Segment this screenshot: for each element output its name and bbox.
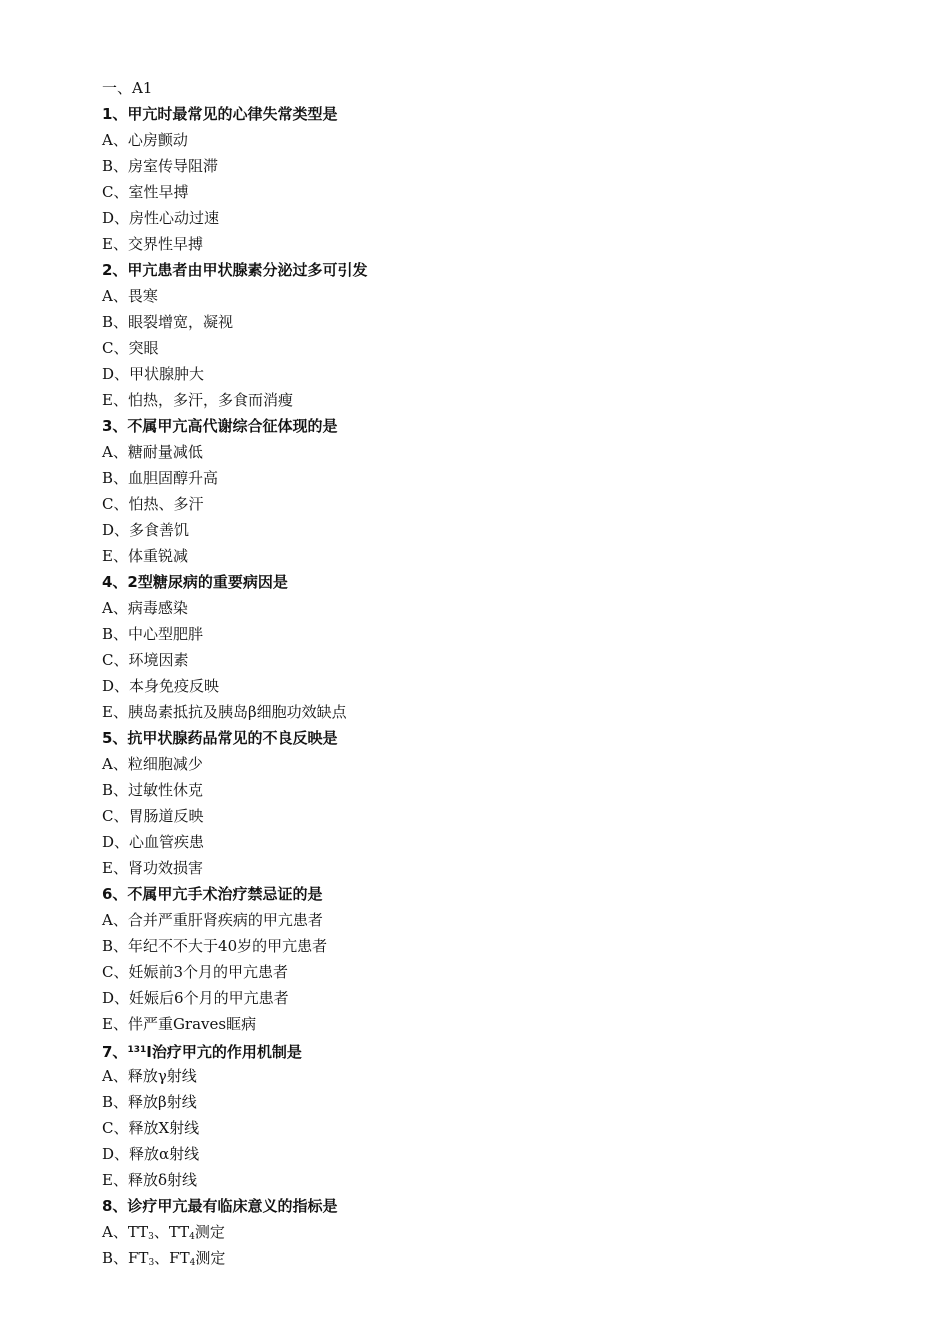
option-text: A、TT xyxy=(102,1223,149,1241)
question-1-option-e: E、交界性早搏 xyxy=(102,235,203,253)
question-2-option-c: C、突眼 xyxy=(102,339,159,357)
question-4-option-c: C、环境因素 xyxy=(102,651,189,669)
option-text: 测定 xyxy=(195,1249,226,1267)
question-8-title: 8、诊疗甲亢最有临床意义的指标是 xyxy=(102,1197,338,1215)
question-5-option-d: D、心血管疾患 xyxy=(102,833,205,851)
question-7-option-e: E、释放δ射线 xyxy=(102,1171,197,1189)
subscript: 4 xyxy=(189,1258,196,1268)
question-5-option-b: B、过敏性休克 xyxy=(102,781,204,799)
question-7-number: 7、 xyxy=(102,1043,128,1061)
question-4-option-e: E、胰岛素抵抗及胰岛β细胞功效缺点 xyxy=(102,703,347,721)
question-3-option-e: E、体重锐减 xyxy=(102,547,188,565)
question-2-option-e: E、怕热，多汗，多食而消瘦 xyxy=(102,391,293,409)
subscript: 3 xyxy=(148,1232,154,1242)
question-4-title: 4、2型糖尿病的重要病因是 xyxy=(102,573,288,591)
question-6-option-c: C、妊娠前3个月的甲亢患者 xyxy=(102,963,289,981)
question-8-option-b xyxy=(102,1245,902,1271)
isotope-superscript: 131 xyxy=(127,1045,147,1055)
question-6-option-a: A、合并严重肝肾疾病的甲亢患者 xyxy=(102,911,323,929)
question-3-option-c: C、怕热、多汗 xyxy=(102,495,204,513)
question-5-option-c: C、胃肠道反映 xyxy=(102,807,204,825)
question-3-title: 3、不属甲亢高代谢综合征体现的是 xyxy=(102,417,338,435)
question-6-title: 6、不属甲亢手术治疗禁忌证的是 xyxy=(102,885,323,903)
question-3-option-a: A、糖耐量减低 xyxy=(102,443,203,461)
document-page xyxy=(102,75,902,1271)
question-2-title: 2、甲亢患者由甲状腺素分泌过多可引发 xyxy=(102,261,368,279)
question-7-option-b: B、释放β射线 xyxy=(102,1093,197,1111)
question-4-option-b: B、中心型肥胖 xyxy=(102,625,204,643)
question-1-option-d: D、房性心动过速 xyxy=(102,209,220,227)
question-2-option-b: B、眼裂增宽，凝视 xyxy=(102,313,234,331)
subscript: 3 xyxy=(148,1258,155,1268)
question-4-option-a: A、病毒感染 xyxy=(102,599,188,617)
question-5-title: 5、抗甲状腺药品常见的不良反映是 xyxy=(102,729,338,747)
question-7-text: I治疗甲亢的作用机制是 xyxy=(146,1043,302,1061)
option-text: 、FT xyxy=(154,1249,190,1267)
question-1-option-b: B、房室传导阻滞 xyxy=(102,157,219,175)
question-1-option-a: A、心房颤动 xyxy=(102,131,188,149)
question-3-option-b: B、血胆固醇升高 xyxy=(102,469,219,487)
question-7-option-d: D、释放α射线 xyxy=(102,1145,200,1163)
question-6-option-e: E、伴严重Graves眶病 xyxy=(102,1015,257,1033)
option-text: 测定 xyxy=(194,1223,225,1241)
subscript: 4 xyxy=(189,1232,195,1242)
question-7-option-a: A、释放γ射线 xyxy=(102,1067,197,1085)
question-5-option-a: A、粒细胞减少 xyxy=(102,755,203,773)
question-8-option-a xyxy=(102,1219,902,1245)
question-3-option-d: D、多食善饥 xyxy=(102,521,190,539)
question-7-option-c: C、释放X射线 xyxy=(102,1119,200,1137)
question-6-option-b: B、年纪不不大于40岁的甲亢患者 xyxy=(102,937,328,955)
question-4-option-d: D、本身免疫反映 xyxy=(102,677,220,695)
question-5-option-e: E、肾功效损害 xyxy=(102,859,203,877)
question-1-option-c: C、室性早搏 xyxy=(102,183,189,201)
question-1-title: 1、甲亢时最常见的心律失常类型是 xyxy=(102,105,338,123)
question-6-option-d: D、妊娠后6个月的甲亢患者 xyxy=(102,989,289,1007)
section-heading: 一、A1 xyxy=(102,79,153,97)
question-7-title xyxy=(102,1037,902,1063)
question-2-option-d: D、甲状腺肿大 xyxy=(102,365,205,383)
option-text: B、FT xyxy=(102,1249,149,1267)
question-2-option-a: A、畏寒 xyxy=(102,287,158,305)
option-text: 、TT xyxy=(153,1223,190,1241)
